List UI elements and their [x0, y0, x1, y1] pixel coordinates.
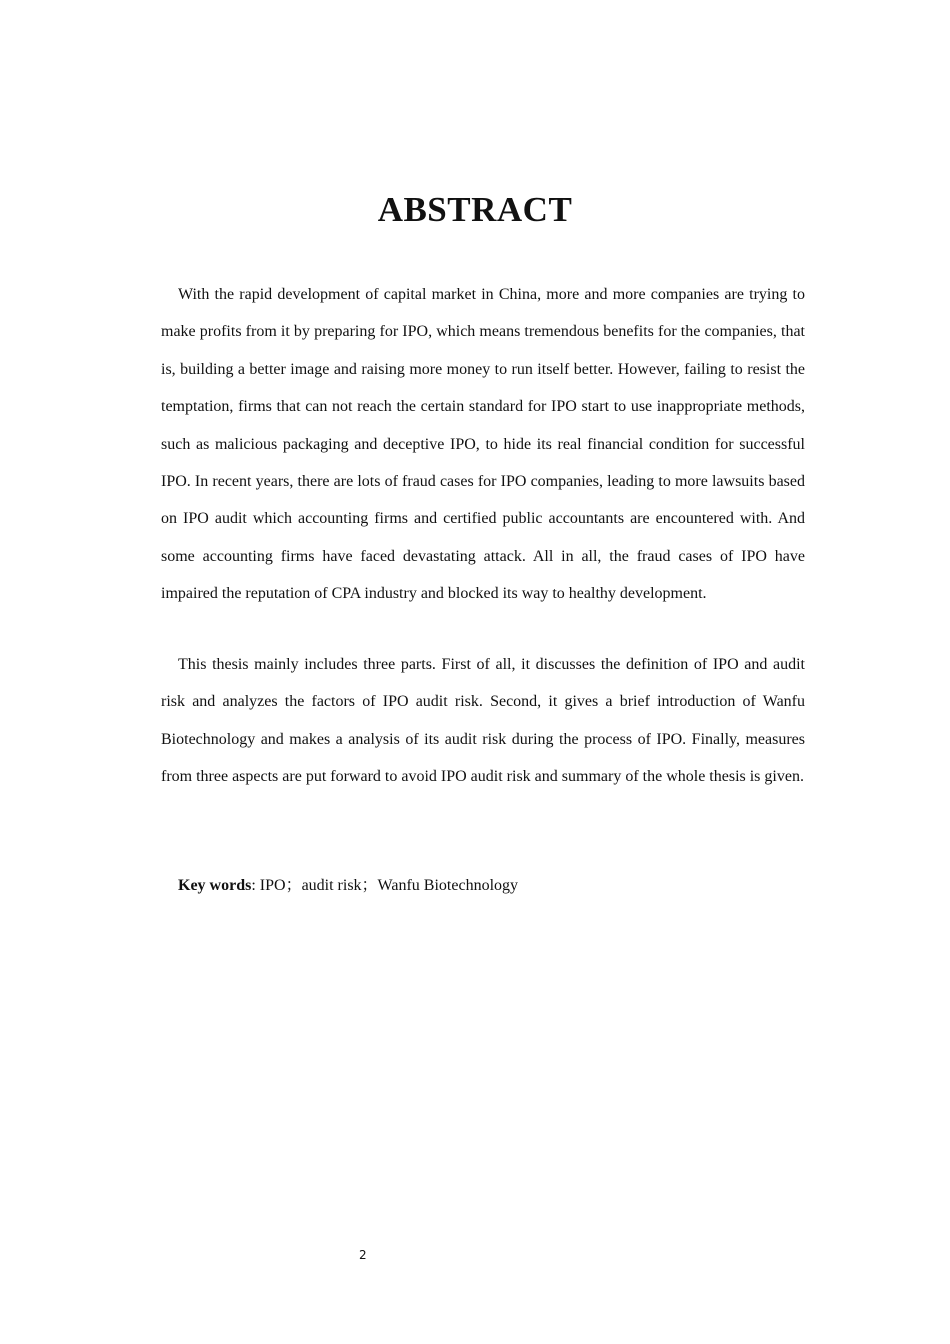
keywords-separator: : — [251, 877, 256, 894]
keywords-value: IPO；audit risk；Wanfu Biotechnology — [259, 877, 519, 894]
page-title: ABSTRACT — [377, 190, 573, 229]
keywords-label: Key words — [178, 877, 252, 894]
abstract-paragraph-1: With the rapid development of capital market in China, more and more companies are trying to make profits from it by preparing for IPO, which means tremendous benefits for the companies, that is, building a better image and raising more money to run itself better. However, failing to resist the temptation, firms that can not reach the certain standard for IPO start to use inappropriate methods, such as malicious packaging and deceptive IPO, to hide its real financial condition for successful IPO. In recent years, there are lots of fraud cases for IPO companies, leading to more lawsuits based on IPO audit which accounting firms and certified public accountants are encountered with. And some accounting firms have faced devastating attack. All in all, the fraud cases of IPO have impaired the reputation of CPA industry and blocked its way to healthy development. — [161, 286, 805, 603]
abstract-paragraph-2: This thesis mainly includes three parts. First of all, it discusses the definition of IPO and audit risk and analyzes the factors of IPO audit risk. Second, it gives a brief introduction of Wanfu Biotechnology and makes a analysis of its audit risk during the process of IPO. Finally, measures from three aspects are put forward to avoid IPO audit risk and summary of the whole thesis is given. — [161, 656, 805, 786]
keywords-line — [178, 872, 518, 895]
page-number: 2 — [359, 1248, 367, 1262]
